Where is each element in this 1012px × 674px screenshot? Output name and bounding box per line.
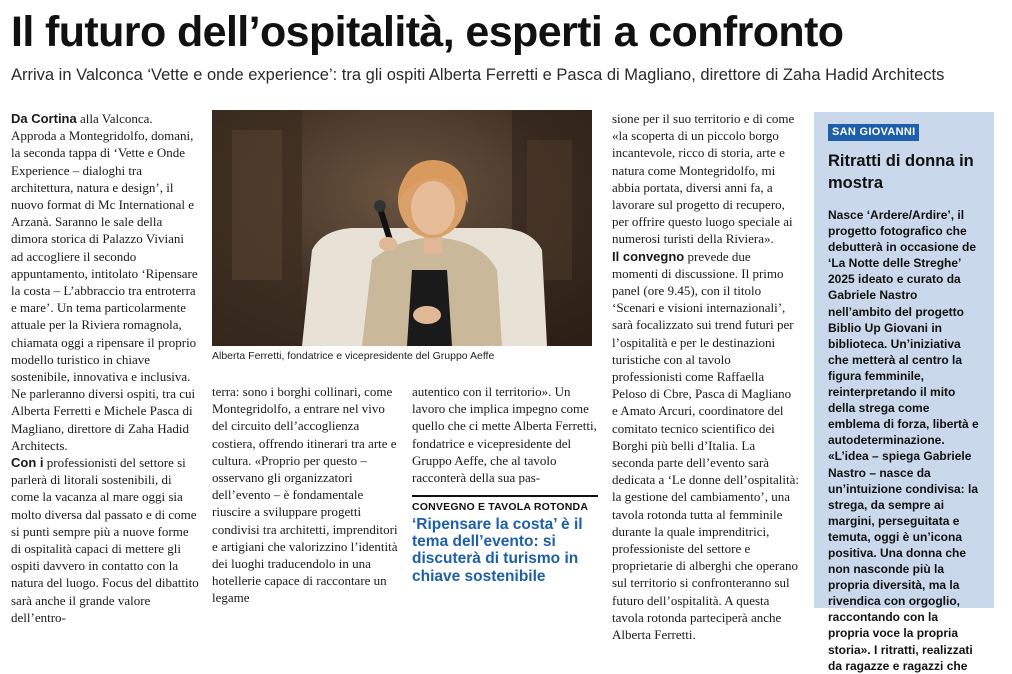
- lead-in: Con i: [11, 455, 44, 471]
- box-title: ‘Ripensare la costa’ è il tema dell’evento: si discuterà di turismo in chiave sostenibile: [412, 516, 583, 585]
- box-divider: [412, 495, 598, 497]
- body-text: professionisti del settore si parlerà di litorali sostenibili, di come la vacanza al mare oggi sia molto diversa dal passato e di come si punti sempre più a nuove forme di ospitalità capaci di mettere gli ospiti davvero in contatto con la natura del luogo. Focus del dibattito sarà anche il grande valore dell’entro-: [11, 455, 199, 625]
- body-text: ‘Ardere/Ardire’, il progetto fotografico che debutterà in occasione de ‘La Notte delle Streghe’ 2025 ideato e curato da Gabriele Nastro nell’ambito del progetto Biblio Up Giovani in biblioteca. Un’iniziativa che metterà al centro la figura femminile, reinterpretando il mito della strega come emblema di forza, libertà e autodeterminazione. «L’idea – spiega Gabriele Nastro – nasce da un’intuizione condivisa: la strega, da sempre ai margini, perseguitata e temuta, oggi è un’icona positiva. Una donna che non nasconde più la propria diversità, ma la rivendica con orgoglio, raccontando con la propria voce la propria storia». I ritratti, realizzati da ragazze e ragazzi che: [828, 208, 979, 673]
- lead-in: Da Cortina: [11, 111, 77, 126]
- body-text: alla Valconca. Approda a Montegridolfo, domani, la seconda tappa di ‘Vette e Onde Experience – dialoghi tra architettura, natura e design’, il nuovo format di Mc International e Arzanà. Saranno le sale della dimora storica di Palazzo Viviani ad accogliere il secondo appuntamento, intitolato ‘Ripensare la costa – L’abbraccio tra entroterra e mare’. Un tema particolarmente attuale per la Riviera romagnola, chiamata oggi a ripensare il proprio modello turistico in chiave sostenibile, innovativa e inclusiva. Ne parleranno diversi ospiti, tra cui Alberta Ferretti e Michele Pasca di Magliano, direttore di Zaha Hadid Architects.: [11, 111, 198, 453]
- paragraph: [11, 454, 199, 626]
- article-photo: [212, 110, 592, 346]
- section-tag: SAN GIOVANNI: [828, 124, 919, 141]
- body-text: prevede due momenti di discussione. Il primo panel (ore 9.45), con il titolo ‘Scenari e visioni internazionali’, sarà focalizzato sui trend futuri per l’ospitalità e per le destinazioni turistiche con al tavolo professionisti come Raffaella Peloso di Cbre, Pasca di Magliano e Amato Arcuri, coordinatore del comitato tecnico scientifico dei Borghi più belli d’Italia. La seconda parte dell’evento sarà dedicata a ‘Le donne dell’ospitalità: la gestione del cambiamento’, una tavola rotonda tutta al femminile durante la quale imprenditrici, professioniste del settore e proprietarie di alberghi che operano sul territorio si confronteranno sul futuro dell’ospitalità. A questa tavola rotonda parteciperà anche Alberta Ferretti.: [612, 248, 799, 643]
- lead-in: Nasce: [828, 208, 864, 222]
- box-kicker: CONVEGNO E TAVOLA ROTONDA: [412, 501, 589, 513]
- headline: Il futuro dell’ospitalità, esperti a confronto: [11, 8, 844, 56]
- photo-illustration: [212, 110, 592, 346]
- article-column-4: [612, 110, 799, 643]
- paragraph: terra: sono i borghi collinari, come Montegridolfo, a entrare nel vivo del circuito dell’accoglienza costiera, offrendo itinerari tra arte e cultura. «Proprio per questo – osservano gli organizzatori dell’evento – è fondamentale riuscire a sviluppare progetti condivisi tra architetti, imprenditori e artigiani che valorizzino l’identità dei luoghi traducendolo in una hotellerie capace di raccontare un legame: [212, 384, 398, 606]
- photo-caption: Alberta Ferretti, fondatrice e vicepresidente del Gruppo Aeffe: [212, 350, 495, 362]
- paragraph: sione per il suo territorio e di come «la scoperta di un piccolo borgo incantevole, ricco di storia, arte e natura come Montegridolfo, mi abbia portata, diversi anni fa, a lavorare sul progetto di recupero, per offrire questo luogo speciale ai numerosi turisti della Riviera».: [612, 111, 795, 247]
- article-column-1: [11, 110, 199, 626]
- paragraph: autentico con il territorio». Un lavoro che implica impegno come quello che ci mette Alberta Ferretti, fondatrice e vicepresidente del Gruppo Aeffe, che al tavolo racconterà della sua pas-: [412, 384, 597, 486]
- paragraph: [612, 248, 799, 644]
- article-column-2: [212, 383, 398, 607]
- sidebar-title: Ritratti di donna in mostra: [828, 152, 974, 192]
- subheadline: Arriva in Valconca ‘Vette e onde experience’: tra gli ospiti Alberta Ferretti e Pasca di Magliano, direttore di Zaha Hadid Architects: [11, 66, 945, 84]
- sidebar-text: [828, 207, 980, 674]
- lead-in: Il convegno: [612, 248, 685, 264]
- paragraph: [828, 207, 980, 674]
- paragraph: [11, 110, 199, 454]
- article-column-3: [412, 383, 598, 486]
